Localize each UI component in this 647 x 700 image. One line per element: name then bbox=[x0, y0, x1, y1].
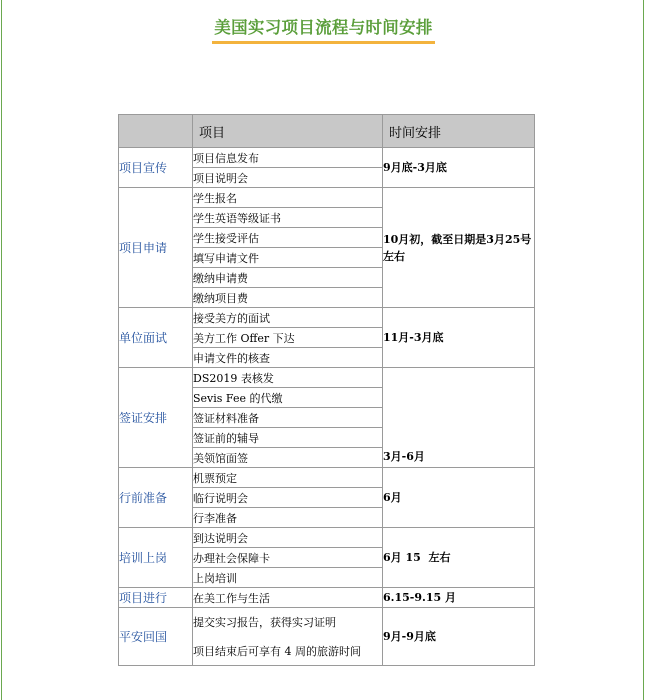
phase-cell: 行前准备 bbox=[119, 468, 193, 528]
item-cell: 行李准备 bbox=[193, 508, 383, 528]
table-row bbox=[119, 588, 535, 608]
item-cell: 在美工作与生活 bbox=[193, 588, 383, 608]
table-row bbox=[119, 468, 535, 488]
item-cell: 签证材料准备 bbox=[193, 408, 383, 428]
item-cell: 缴纳申请费 bbox=[193, 268, 383, 288]
phase-cell: 项目进行 bbox=[119, 588, 193, 608]
phase-cell: 单位面试 bbox=[119, 308, 193, 368]
phase-cell: 平安回国 bbox=[119, 608, 193, 666]
table-row bbox=[119, 528, 535, 548]
page-title: 美国实习项目流程与时间安排 bbox=[212, 14, 434, 44]
item-cell: 项目说明会 bbox=[193, 168, 383, 188]
table-row bbox=[119, 608, 535, 637]
item-cell: DS2019 表核发 bbox=[193, 368, 383, 388]
time-cell: 3月-6月 bbox=[383, 368, 535, 468]
item-cell: 项目结束后可享有 4 周的旅游时间 bbox=[193, 637, 383, 666]
header-time: 时间安排 bbox=[383, 115, 535, 148]
time-cell: 6月 15 左右 bbox=[383, 528, 535, 588]
item-cell: 填写申请文件 bbox=[193, 248, 383, 268]
item-cell: 接受美方的面试 bbox=[193, 308, 383, 328]
item-cell: 签证前的辅导 bbox=[193, 428, 383, 448]
item-cell: 学生英语等级证书 bbox=[193, 208, 383, 228]
table-row bbox=[119, 148, 535, 168]
schedule-table bbox=[118, 114, 535, 666]
item-cell: 临行说明会 bbox=[193, 488, 383, 508]
item-cell: 提交实习报告，获得实习证明 bbox=[193, 608, 383, 637]
time-cell: 9月-9月底 bbox=[383, 608, 535, 666]
item-cell: 申请文件的核查 bbox=[193, 348, 383, 368]
time-cell: 11月-3月底 bbox=[383, 308, 535, 368]
table-header-row bbox=[119, 115, 535, 148]
item-cell: 上岗培训 bbox=[193, 568, 383, 588]
phase-cell: 项目宣传 bbox=[119, 148, 193, 188]
item-cell: 美方工作 Offer 下达 bbox=[193, 328, 383, 348]
item-cell: 学生接受评估 bbox=[193, 228, 383, 248]
time-cell: 6.15-9.15 月 bbox=[383, 588, 535, 608]
item-cell: 办理社会保障卡 bbox=[193, 548, 383, 568]
time-cell: 6月 bbox=[383, 468, 535, 528]
header-phase bbox=[119, 115, 193, 148]
phase-cell: 培训上岗 bbox=[119, 528, 193, 588]
item-cell: Sevis Fee 的代缴 bbox=[193, 388, 383, 408]
title-area bbox=[0, 14, 647, 44]
item-cell: 美领馆面签 bbox=[193, 448, 383, 468]
item-cell: 机票预定 bbox=[193, 468, 383, 488]
item-cell: 缴纳项目费 bbox=[193, 288, 383, 308]
phase-cell: 签证安排 bbox=[119, 368, 193, 468]
table-row bbox=[119, 188, 535, 208]
item-cell: 到达说明会 bbox=[193, 528, 383, 548]
item-cell: 项目信息发布 bbox=[193, 148, 383, 168]
header-item: 项目 bbox=[193, 115, 383, 148]
table-row bbox=[119, 368, 535, 388]
time-cell: 10月初，截至日期是3月25号左右 bbox=[383, 188, 535, 308]
table-row bbox=[119, 308, 535, 328]
item-cell: 学生报名 bbox=[193, 188, 383, 208]
phase-cell: 项目申请 bbox=[119, 188, 193, 308]
time-cell: 9月底-3月底 bbox=[383, 148, 535, 188]
